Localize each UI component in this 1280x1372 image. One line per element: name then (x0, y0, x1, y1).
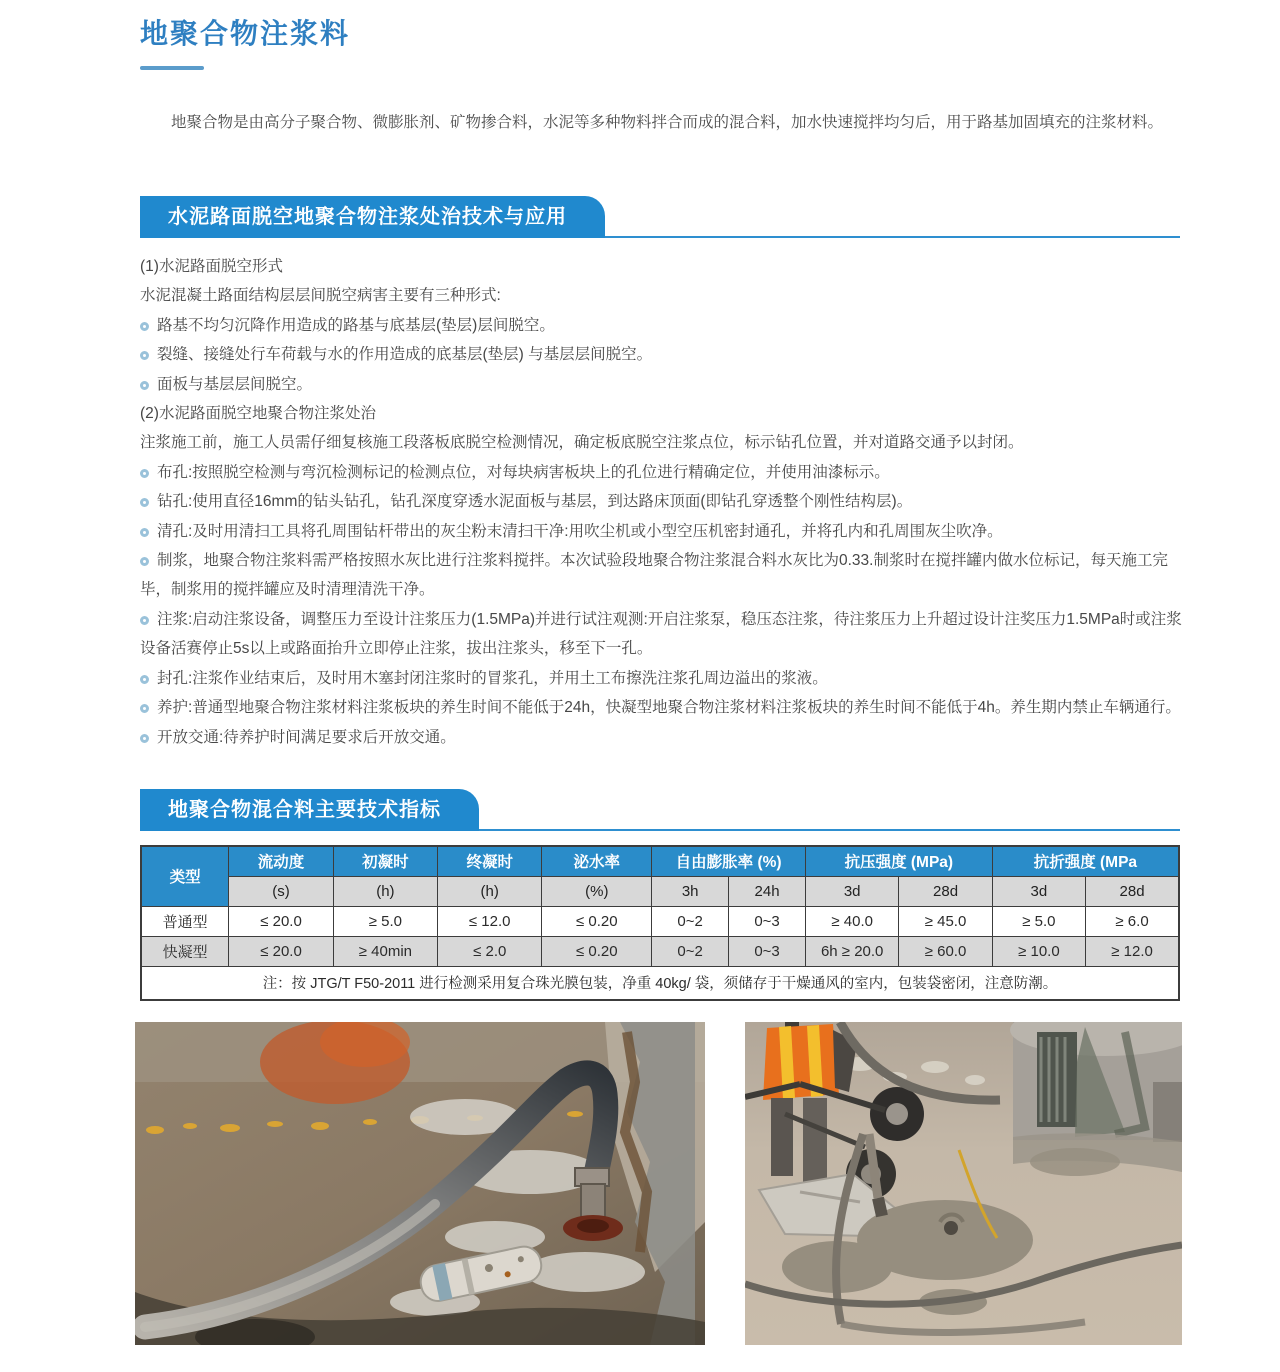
table-cell: ≤ 2.0 (438, 936, 542, 966)
table-cell: ≤ 12.0 (438, 906, 542, 936)
table-row (141, 936, 1179, 966)
table-cell: ≥ 6.0 (1086, 906, 1179, 936)
col-header-group: 抗折强度 (MPa (992, 846, 1179, 876)
ring-bullet-icon (140, 469, 149, 478)
ring-bullet-icon (140, 322, 149, 331)
sub-header: 28d (899, 876, 992, 906)
sub-header: (h) (333, 876, 437, 906)
photo-illustration (135, 1022, 705, 1345)
sub-header: 3h (652, 876, 729, 906)
col-header-type: 类型 (141, 846, 229, 906)
grout-injection-hole-photo (135, 1022, 705, 1345)
page-title: 地聚合物注浆料 (140, 18, 351, 49)
sub-header: 3d (992, 876, 1085, 906)
row-label: 快凝型 (141, 936, 229, 966)
sub-header: 3d (805, 876, 898, 906)
table-cell: 0~3 (729, 936, 806, 966)
table-cell: 0~2 (652, 936, 729, 966)
table-note-row (141, 966, 1179, 1000)
table-note: 注：按 JTG/T F50-2011 进行检测采用复合珠光膜包装，净重 40kg/ 袋，须储存于干燥通风的室内，包装袋密闭，注意防潮。 (141, 966, 1179, 1000)
ring-bullet-icon (140, 616, 149, 625)
table-cell: 0~2 (652, 906, 729, 936)
spec-table (140, 845, 1180, 1001)
row-label: 普通型 (141, 906, 229, 936)
table-cell: ≤ 20.0 (229, 936, 333, 966)
table-cell: ≥ 40min (333, 936, 437, 966)
bullet-item: 钻孔:使用直径16mm的钻头钻孔，钻孔深度穿透水泥面板与基层，到达路床顶面(即钻孔穿透整个刚性结构层)。 (140, 487, 1182, 516)
table-cell: ≥ 60.0 (899, 936, 992, 966)
bullet-item: 养护:普通型地聚合物注浆材料注浆板块的养生时间不能低于24h，快凝型地聚合物注浆材料注浆板块的养生时间不能低于4h。养生期内禁止车辆通行。 (140, 693, 1182, 722)
table-cell: ≤ 0.20 (542, 906, 652, 936)
table-cell: ≥ 12.0 (1086, 936, 1179, 966)
bullet-item: 清孔:及时用清扫工具将孔周围钻杆带出的灰尘粉末清扫干净:用吹尘机或小型空压机密封通孔，并将孔内和孔周围灰尘吹净。 (140, 517, 1182, 546)
grouting-site-photo (745, 1022, 1182, 1345)
sub-header: (%) (542, 876, 652, 906)
table-cell: 6h ≥ 20.0 (805, 936, 898, 966)
sub-header: (h) (438, 876, 542, 906)
table-cell: ≥ 10.0 (992, 936, 1085, 966)
section1-body (140, 252, 1182, 752)
bullet-item: 布孔:按照脱空检测与弯沉检测标记的检测点位，对每块病害板块上的孔位进行精确定位，并使用油漆标示。 (140, 458, 1182, 487)
sub-header: 28d (1086, 876, 1179, 906)
table-cell: ≤ 20.0 (229, 906, 333, 936)
ring-bullet-icon (140, 557, 149, 566)
sub-header: (s) (229, 876, 333, 906)
ring-bullet-icon (140, 351, 149, 360)
table-cell: ≥ 5.0 (333, 906, 437, 936)
paragraph: 注浆施工前，施工人员需仔细复核施工段落板底脱空检测情况，确定板底脱空注浆点位，标示钻孔位置，并对道路交通予以封闭。 (140, 434, 1024, 452)
table-cell: ≥ 5.0 (992, 906, 1085, 936)
bullet-item: 路基不均匀沉降作用造成的路基与底基层(垫层)层间脱空。 (140, 311, 1182, 340)
bullet-item: 面板与基层层间脱空。 (140, 370, 1182, 399)
ring-bullet-icon (140, 704, 149, 713)
section1-banner: 水泥路面脱空地聚合物注浆处治技术与应用 (140, 196, 605, 238)
table-row (141, 906, 1179, 936)
col-header: 初凝时 (333, 846, 437, 876)
ring-bullet-icon (140, 675, 149, 684)
paragraph: 水泥混凝土路面结构层层间脱空病害主要有三种形式: (140, 287, 501, 305)
bullet-item: 裂缝、接缝处行车荷载与水的作用造成的底基层(垫层) 与基层层间脱空。 (140, 340, 1182, 369)
ring-bullet-icon (140, 498, 149, 507)
photo-illustration (745, 1022, 1182, 1345)
col-header-group: 抗压强度 (MPa) (805, 846, 992, 876)
col-header: 流动度 (229, 846, 333, 876)
table-cell: 0~3 (729, 906, 806, 936)
title-underline (140, 66, 204, 70)
table-cell: ≥ 45.0 (899, 906, 992, 936)
sub-header: 24h (729, 876, 806, 906)
col-header: 终凝时 (438, 846, 542, 876)
ring-bullet-icon (140, 734, 149, 743)
col-header: 泌水率 (542, 846, 652, 876)
ring-bullet-icon (140, 381, 149, 390)
col-header-group: 自由膨胀率 (%) (652, 846, 806, 876)
bullet-item: 注浆:启动注浆设备，调整压力至设计注浆压力(1.5MPa)并进行试注观测:开启注浆泵，稳压态注浆，待注浆压力上升超过设计注奖压力1.5MPa时或注浆设备活赛停止5s以上或路面抬升立即停止注浆，拔出注浆头，移至下一孔。 (140, 610, 1182, 658)
section2-banner: 地聚合物混合料主要技术指标 (140, 789, 479, 831)
paragraph: (1)水泥路面脱空形式 (140, 258, 283, 275)
table-cell: ≤ 0.20 (542, 936, 652, 966)
bullet-item: 开放交通:待养护时间满足要求后开放交通。 (140, 723, 1182, 752)
paragraph: (2)水泥路面脱空地聚合物注浆处治 (140, 405, 376, 423)
bullet-item: 制浆，地聚合物注浆料需严格按照水灰比进行注浆料搅拌。本次试验段地聚合物注浆混合料水灰比为0.33.制浆时在搅拌罐内做水位标记，每天施工完毕，制浆用的搅拌罐应及时清理清洗干净。 (140, 552, 1168, 599)
table-cell: ≥ 40.0 (805, 906, 898, 936)
intro-paragraph: 地聚合物是由高分子聚合物、微膨胀剂、矿物掺合料，水泥等多种物料拌合而成的混合料，加水快速搅拌均匀后，用于路基加固填充的注浆材料。 (171, 114, 1164, 131)
ring-bullet-icon (140, 528, 149, 537)
bullet-item: 封孔:注浆作业结束后，及时用木塞封闭注浆时的冒浆孔，并用土工布擦洗注浆孔周边溢出的浆液。 (140, 664, 1182, 693)
